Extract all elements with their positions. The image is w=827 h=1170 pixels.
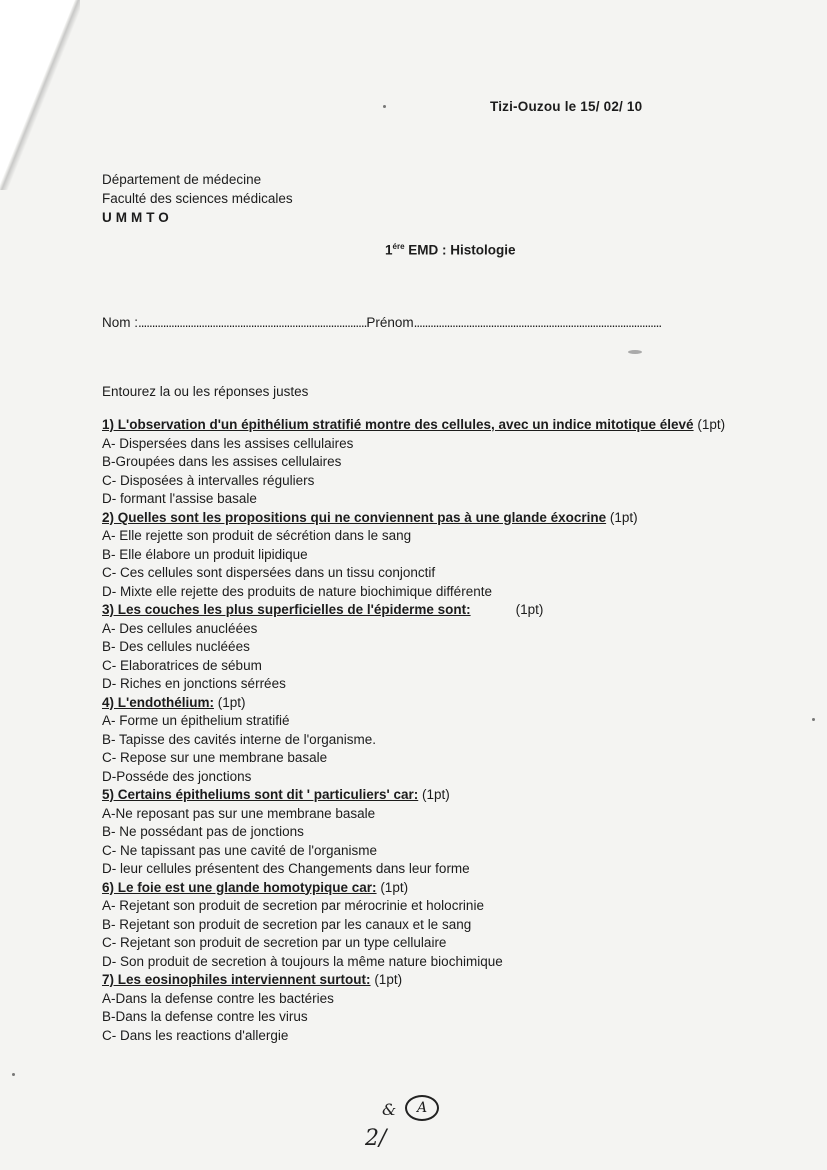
answer-option[interactable]: D- Riches en jonctions sérrées <box>102 676 286 691</box>
answer-option[interactable]: A- Dispersées dans les assises cellulaires <box>102 435 354 451</box>
exam-ordinal: ére <box>392 242 405 251</box>
answer-option[interactable]: A- Des cellules anucléées <box>102 620 258 636</box>
instruction: Entourez la ou les réponses justes <box>102 384 309 399</box>
scan-speck <box>383 105 386 108</box>
faculty-name: Faculté des sciences médicales <box>102 191 293 206</box>
answer-option[interactable]: D- Son produit de secretion à toujours la même nature biochimique <box>102 953 503 969</box>
question-4 <box>102 694 742 787</box>
department-name: Département de médecine <box>102 172 262 187</box>
question-3 <box>102 601 742 694</box>
question-5 <box>102 786 742 879</box>
nom-field[interactable]: ................................................................................... <box>138 315 367 330</box>
question-title: 6) Le foie est une glande homotypique car: (1pt) <box>102 879 409 895</box>
answer-option[interactable]: D-Posséde des jonctions <box>102 768 252 784</box>
answer-option[interactable]: A- Forme un épithelium stratifié <box>102 713 290 728</box>
exam-number: 1 <box>385 242 393 258</box>
answer-option[interactable]: C- Ne tapissant pas une cavité de l'organisme <box>102 842 377 858</box>
exam-title <box>385 242 516 258</box>
question-2 <box>102 509 742 602</box>
question-title: 7) Les eosinophiles interviennent surtout: (1pt) <box>102 972 403 987</box>
answer-option[interactable]: C- Rejetant son produit de secretion par un type cellulaire <box>102 935 447 950</box>
question-title: 2) Quelles sont les propositions qui ne conviennent pas à une glande éxocrine (1pt) <box>102 509 638 525</box>
answer-option[interactable]: C- Dans les reactions d'allergie <box>102 1027 289 1043</box>
handwritten-circled-answer: A <box>405 1095 439 1121</box>
handwritten-scribble: & <box>382 1100 397 1119</box>
prenom-label: Prénom <box>366 315 414 330</box>
answer-option[interactable]: C- Elaboratrices de sébum <box>102 657 262 673</box>
student-name-line <box>102 315 661 330</box>
handwritten-page-number: 2/ <box>365 1126 387 1151</box>
scan-speck <box>628 350 642 354</box>
question-1 <box>102 416 742 509</box>
scan-speck <box>812 718 815 721</box>
answer-option[interactable]: D- formant l'assise basale <box>102 491 257 506</box>
question-title: 3) Les couches les plus superficielles de l'épiderme sont: (1pt) <box>102 602 544 617</box>
question-title: 1) L'observation d'un épithélium stratifié montre des cellules, avec un indice mitotique élevé (1pt) <box>102 417 726 432</box>
nom-label: Nom : <box>102 315 139 330</box>
answer-option[interactable]: C- Disposées à intervalles réguliers <box>102 472 315 488</box>
answer-option[interactable]: A- Rejetant son produit de secretion par mérocrinie et holocrinie <box>102 898 484 913</box>
answer-option[interactable]: B- Des cellules nucléées <box>102 639 250 654</box>
question-title: 5) Certains épitheliums sont dit ' particuliers' car: (1pt) <box>102 787 450 802</box>
institution-block <box>102 170 293 227</box>
fold-shadow <box>0 0 80 190</box>
question-6 <box>102 879 742 972</box>
question-list <box>102 416 742 1045</box>
answer-option[interactable]: B- Rejetant son produit de secretion par les canaux et le sang <box>102 916 472 932</box>
answer-option[interactable]: C- Ces cellules sont dispersées dans un tissu conjonctif <box>102 565 436 580</box>
answer-option[interactable]: A-Ne reposant pas sur une membrane basale <box>102 805 376 821</box>
answer-option[interactable]: D- Mixte elle rejette des produits de nature biochimique différente <box>102 583 492 599</box>
answer-option[interactable]: A-Dans la defense contre les bactéries <box>102 990 334 1006</box>
answer-option[interactable]: C- Repose sur une membrane basale <box>102 750 328 765</box>
exam-subject: EMD : Histologie <box>408 242 516 258</box>
question-title: 4) L'endothélium: (1pt) <box>102 694 246 710</box>
answer-option[interactable]: D- leur cellules présentent des Changements dans leur forme <box>102 861 470 876</box>
scan-speck <box>12 1073 15 1076</box>
answer-option[interactable]: B- Ne possédant pas de jonctions <box>102 824 304 839</box>
answer-option[interactable]: B-Dans la defense contre les virus <box>102 1009 308 1024</box>
answer-option[interactable]: A- Elle rejette son produit de sécrétion dans le sang <box>102 528 412 543</box>
answer-option[interactable]: B-Groupées dans les assises cellulaires <box>102 454 342 469</box>
university-name: UMMTO <box>102 210 173 225</box>
exam-date: Tizi-Ouzou le 15/ 02/ 10 <box>490 99 643 114</box>
prenom-field[interactable]: .......................................................................................... <box>413 315 662 330</box>
question-7 <box>102 971 742 1045</box>
answer-option[interactable]: B- Elle élabore un produit lipidique <box>102 546 308 562</box>
answer-option[interactable]: B- Tapisse des cavités interne de l'organisme. <box>102 731 376 747</box>
